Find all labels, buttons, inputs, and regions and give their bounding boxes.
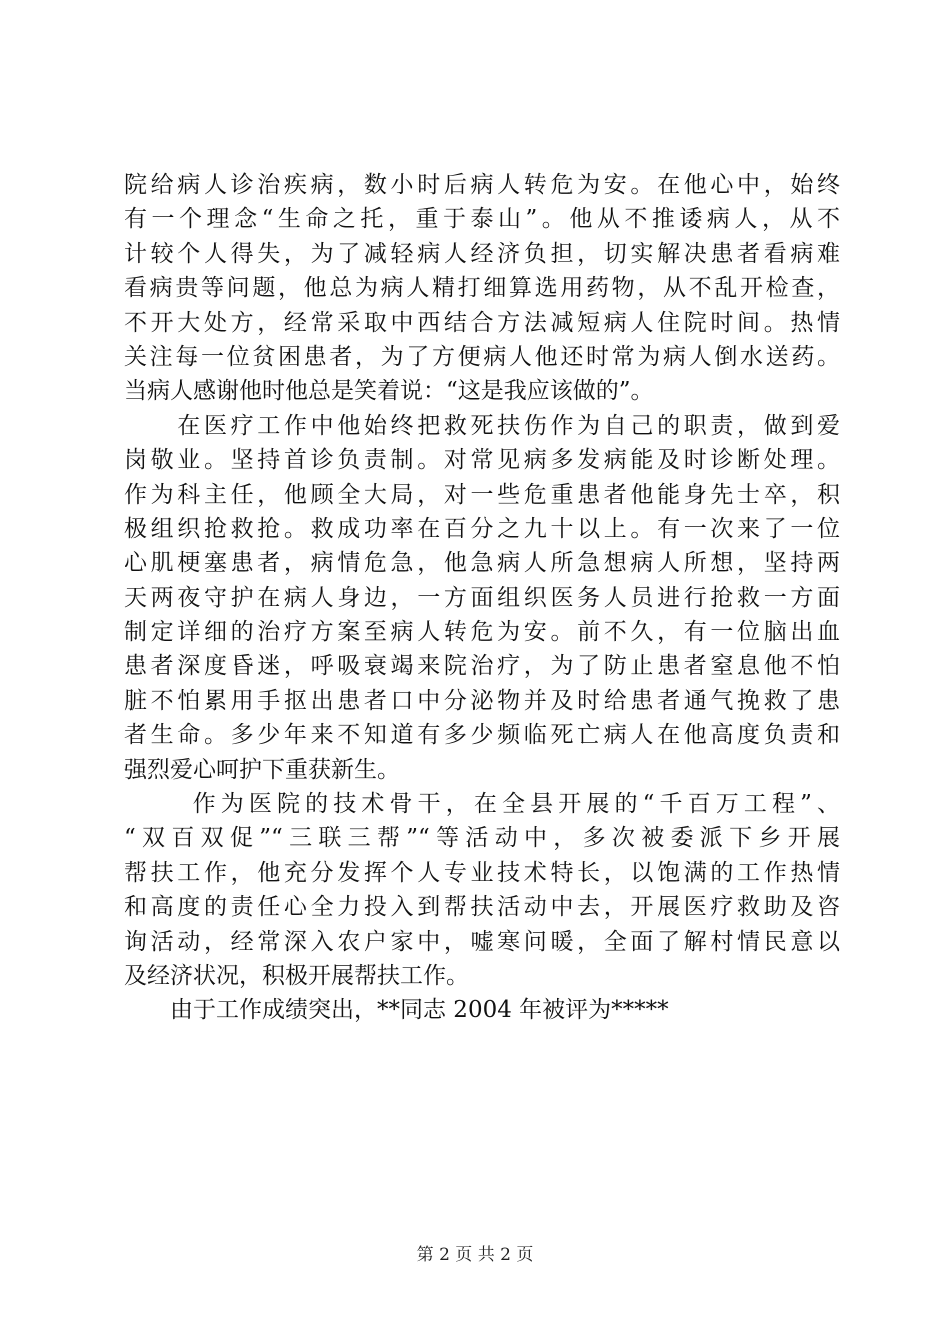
text-line: 不开大处方，经常采取中西结合方法减短病人住院时间。热情 bbox=[124, 309, 840, 336]
text-line: 作为科主任，他顾全大局，对一些危重患者他能身先士卒，积 bbox=[124, 481, 840, 508]
text-line: 由于工作成绩突出，**同志 2004 年被评为***** bbox=[124, 997, 669, 1024]
text-line: 帮扶工作，他充分发挥个人专业技术特长，以饱满的工作热情 bbox=[124, 859, 840, 886]
text-line: 看病贵等问题，他总为病人精打细算选用药物，从不乱开检查， bbox=[124, 275, 840, 302]
page-number: 第 2 页 共 2 页 bbox=[416, 1245, 534, 1265]
text-line: 询活动，经常深入农户家中，嘘寒问暖，全面了解村情民意以 bbox=[124, 928, 840, 955]
text-line: 脏不怕累用手抠出患者口中分泌物并及时给患者通气挽救了患 bbox=[124, 687, 840, 714]
text-line: 天两夜守护在病人身边，一方面组织医务人员进行抢救一方面 bbox=[124, 584, 840, 611]
text-line: 强烈爱心呵护下重获新生。 bbox=[124, 756, 400, 783]
text-line: 心肌梗塞患者，病情危急，他急病人所急想病人所想，坚持两 bbox=[124, 550, 840, 577]
text-line: “双百双促”“三联三帮”“等活动中，多次被委派下乡开展 bbox=[124, 825, 840, 852]
text-line: 和高度的责任心全力投入到帮扶活动中去，开展医疗救助及咨 bbox=[124, 894, 840, 921]
text-line: 极组织抢救抢。救成功率在百分之九十以上。有一次来了一位 bbox=[124, 515, 840, 542]
text-line: 者生命。多少年来不知道有多少频临死亡病人在他高度负责和 bbox=[124, 722, 840, 749]
text-line: 当病人感谢他时他总是笑着说：“这是我应该做的”。 bbox=[124, 378, 654, 405]
text-line: 在医疗工作中他始终把救死扶伤作为自己的职责，做到爱 bbox=[124, 412, 840, 439]
page-footer bbox=[0, 1243, 950, 1267]
text-line: 计较个人得失，为了减轻病人经济负担，切实解决患者看病难 bbox=[124, 240, 840, 267]
text-line: 作为医院的技术骨干，在全县开展的“千百万工程”、 bbox=[124, 791, 840, 818]
text-line: 有一个理念“生命之托，重于泰山”。他从不推诿病人，从不 bbox=[124, 206, 840, 233]
text-line: 制定详细的治疗方案至病人转危为安。前不久，有一位脑出血 bbox=[124, 619, 840, 646]
text-line: 患者深度昏迷，呼吸衰竭来院治疗，为了防止患者窒息他不怕 bbox=[124, 653, 840, 680]
body-text bbox=[124, 168, 840, 1028]
text-line: 关注每一位贫困患者，为了方便病人他还时常为病人倒水送药。 bbox=[124, 343, 840, 370]
text-line: 院给病人诊治疾病，数小时后病人转危为安。在他心中，始终 bbox=[124, 172, 840, 198]
text-line: 岗敬业。坚持首诊负责制。对常见病多发病能及时诊断处理。 bbox=[124, 447, 840, 474]
text-line: 及经济状况，积极开展帮扶工作。 bbox=[124, 962, 469, 989]
